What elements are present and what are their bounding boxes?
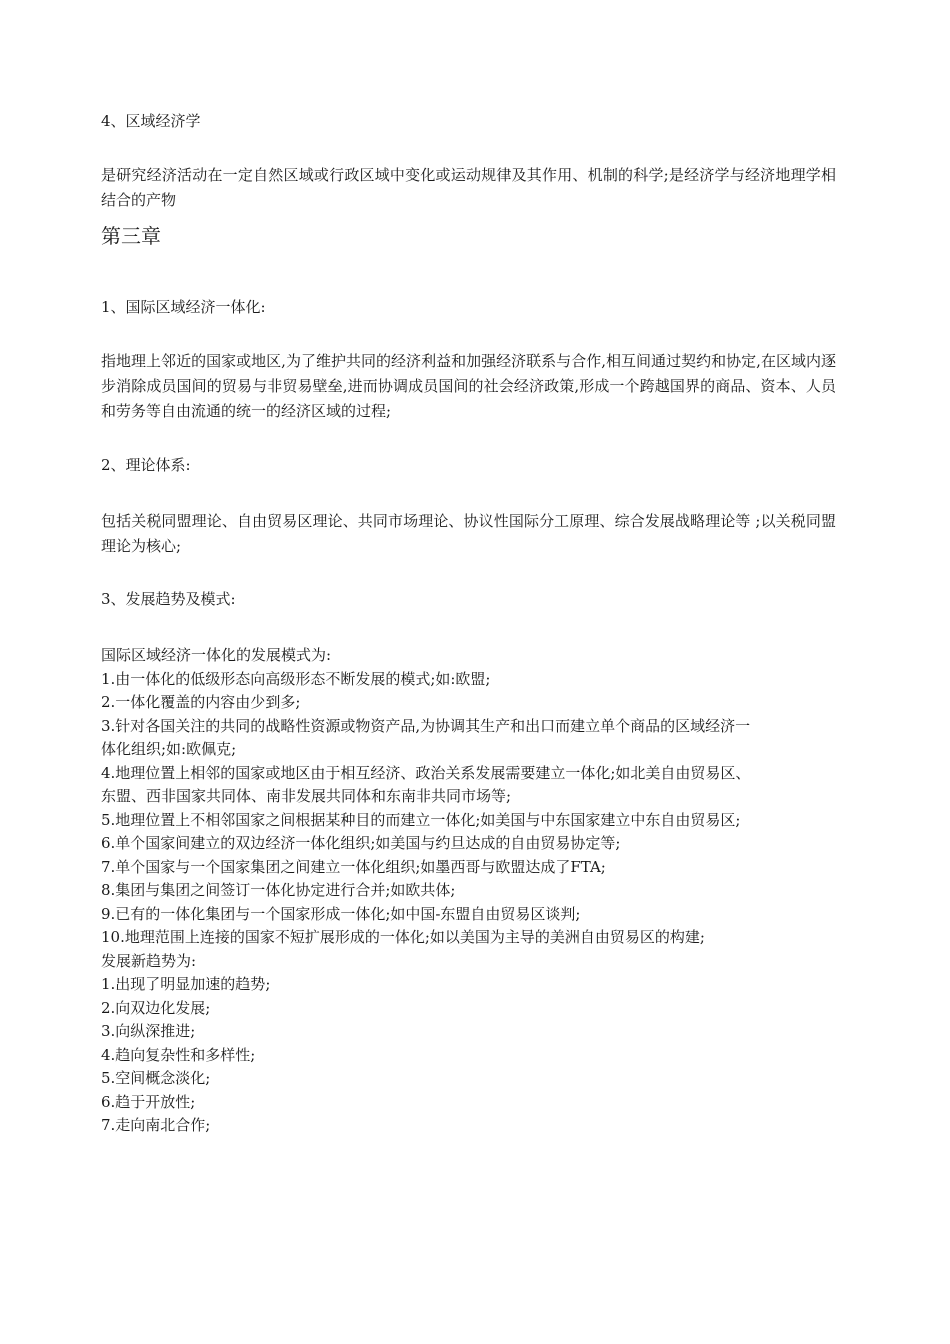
section-2-heading: 2、理论体系: <box>101 456 191 474</box>
list-line: 体化组织;如:欧佩克; <box>101 740 237 758</box>
chapter-title: 第三章 <box>101 224 161 248</box>
list-line: 6.单个国家间建立的双边经济一体化组织;如美国与约旦达成的自由贸易协定等; <box>101 834 621 852</box>
list-line: 东盟、西非国家共同体、南非发展共同体和东南非共同市场等; <box>101 787 512 805</box>
list-line: 2.向双边化发展; <box>101 998 211 1017</box>
list-line: 发展新趋势为: <box>101 951 197 970</box>
list-line: 5.空间概念淡化; <box>101 1069 211 1087</box>
section-3-heading: 3、发展趋势及模式: <box>101 590 236 608</box>
section-1-body: 指地理上邻近的国家或地区,为了维护共同的经济利益和加强经济联系与合作,相互间通过契约和协定,在区域内逐步消除成员国间的贸易与非贸易壁垒,进而协调成员国间的社会经济政策,形成一个跨越国界的商品、资本、人员和劳务等自由流通的统一的经济区域的过程; <box>101 352 836 420</box>
list-line: 1.由一体化的低级形态向高级形态不断发展的模式;如:欧盟; <box>101 669 491 688</box>
list-line: 6.趋于开放性; <box>101 1092 196 1111</box>
list-line: 3.针对各国关注的共同的战略性资源或物资产品,为协调其生产和出口而建立单个商品的区域经济一 <box>101 716 751 735</box>
list-line: 4.趋向复杂性和多样性; <box>101 1045 256 1064</box>
list-line: 7.单个国家与一个国家集团之间建立一体化组织;如墨西哥与欧盟达成了FTA; <box>101 857 606 876</box>
list-line: 8.集团与集团之间签订一体化协定进行合并;如欧共体; <box>101 881 456 899</box>
list-line: 3.向纵深推进; <box>101 1022 196 1040</box>
section-4-body: 是研究经济活动在一定自然区域或行政区域中变化或运动规律及其作用、机制的科学;是经济学与经济地理学相结合的产物 <box>101 166 836 209</box>
list-line: 10.地理范围上连接的国家不短扩展形成的一体化;如以美国为主导的美洲自由贸易区的构建; <box>101 928 705 946</box>
list-line: 5.地理位置上不相邻国家之间根据某种目的而建立一体化;如美国与中东国家建立中东自由贸易区; <box>101 810 741 829</box>
section-2-body: 包括关税同盟理论、自由贸易区理论、共同市场理论、协议性国际分工原理、综合发展战略理论等 ;以关税同盟理论为核心; <box>101 512 836 555</box>
list-line: 4.地理位置上相邻的国家或地区由于相互经济、政治关系发展需要建立一体化;如北美自由贸易区、 <box>101 763 751 782</box>
list-line: 7.走向南北合作; <box>101 1116 211 1134</box>
list-line: 9.已有的一体化集团与一个国家形成一体化;如中国-东盟自由贸易区谈判; <box>101 904 581 923</box>
list-line: 国际区域经济一体化的发展模式为: <box>101 646 332 664</box>
section-1-heading: 1、国际区域经济一体化: <box>101 298 266 316</box>
section-4-heading: 4、区域经济学 <box>101 112 201 130</box>
list-line: 2.一体化覆盖的内容由少到多; <box>101 693 301 711</box>
list-line: 1.出现了明显加速的趋势; <box>101 975 271 993</box>
